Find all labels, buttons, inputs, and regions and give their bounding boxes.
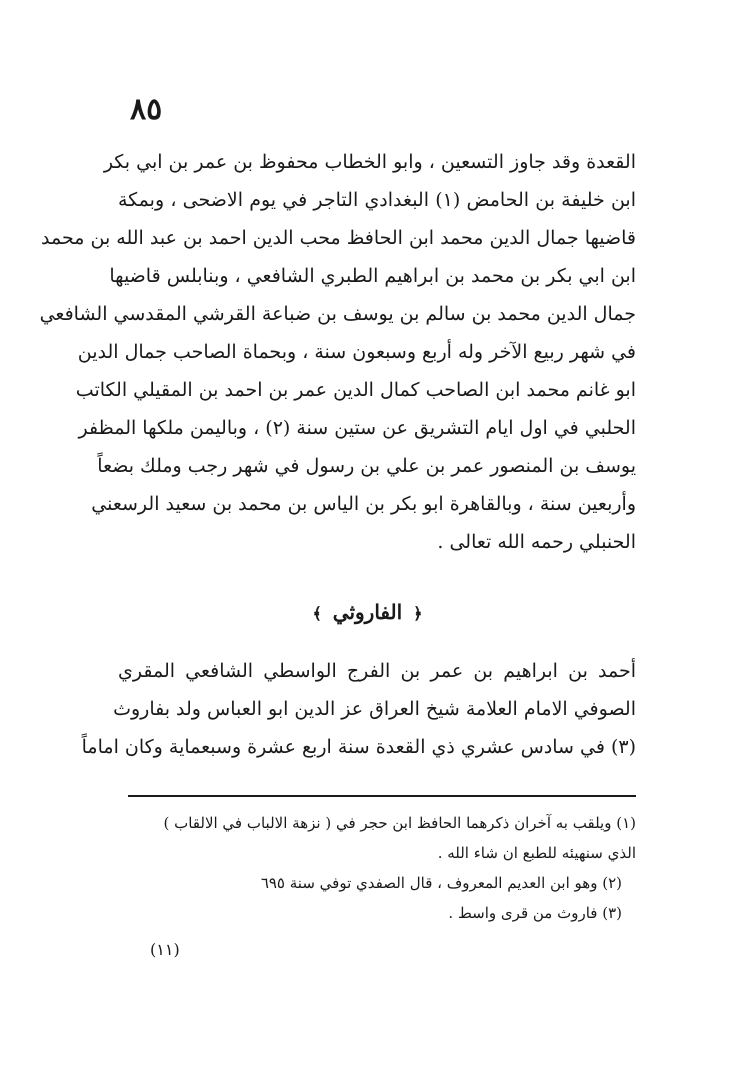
text-line: أحمد بن ابراهيم بن عمر بن الفرج الواسطي الشافعي المقري (118, 660, 636, 682)
paragraph-1 (39, 143, 636, 561)
text-line: الحلبي في اول ايام التشريق عن ستين سنة (٢) ، وباليمن ملكها المظفر (78, 417, 636, 439)
text-line: الصوفي الامام العلامة شيخ العراق عز الدين ابو العباس ولد بفاروث (113, 698, 636, 720)
footnote-1-continued: الذي سنهيئه للطبع ان شاء الله . (437, 844, 636, 862)
text-line: في شهر ربيع الآخر وله أربع وسبعون سنة ، وبحماة الصاحب جمال الدين (77, 341, 636, 363)
signature-mark: (١١) (150, 940, 180, 959)
footnote-2: (٢) وهو ابن العديم المعروف ، قال الصفدي توفي سنة ٦٩٥ (260, 874, 622, 892)
text-line: قاضيها جمال الدين محمد ابن الحافظ محب الدين احمد بن عبد الله بن محمد (41, 227, 636, 249)
footnotes (118, 808, 636, 928)
footnote-divider (128, 795, 636, 797)
footnote-3: (٣) فاروث من قرى واسط . (448, 904, 622, 922)
text-line: يوسف بن المنصور عمر بن علي بن رسول في شهر رجب وملك بضعاً (97, 455, 636, 477)
text-line: (٣) في سادس عشري ذي القعدة سنة اربع عشرة وسبعماية وكان اماماً (81, 736, 636, 758)
text-line: وأربعين سنة ، وبالقاهرة ابو بكر بن الياس بن محمد بن سعيد الرسعني (91, 493, 636, 515)
text-line: جمال الدين محمد بن سالم بن يوسف بن ضباعة القرشي المقدسي الشافعي (39, 303, 636, 325)
section-heading (0, 600, 735, 624)
text-line: الحنبلي رحمه الله تعالى . (437, 531, 636, 553)
text-line: ابو غانم محمد ابن الصاحب كمال الدين عمر بن احمد بن المقيلي الكاتب (75, 379, 636, 401)
text-line: القعدة وقد جاوز التسعين ، وابو الخطاب محفوظ بن عمر بن ابي بكر (103, 151, 636, 173)
ornament-right: ﴿ (413, 604, 423, 623)
text-line: ابن خليفة بن الحامض (١) البغدادي التاجر في يوم الاضحى ، وبمكة (118, 189, 636, 211)
section-title: الفاروثي (332, 600, 403, 624)
ornament-left: ﴾ (312, 604, 322, 623)
text-line: ابن ابي بكر بن محمد بن ابراهيم الطبري الشافعي ، وبنابلس قاضيها (109, 265, 636, 287)
footnote-1: (١) ويلقب به آخران ذكرهما الحافظ ابن حجر في ( نزهة الالباب في الالقاب ) (163, 814, 636, 832)
paragraph-2 (81, 652, 636, 766)
page-number: ٨٥ (130, 92, 163, 127)
